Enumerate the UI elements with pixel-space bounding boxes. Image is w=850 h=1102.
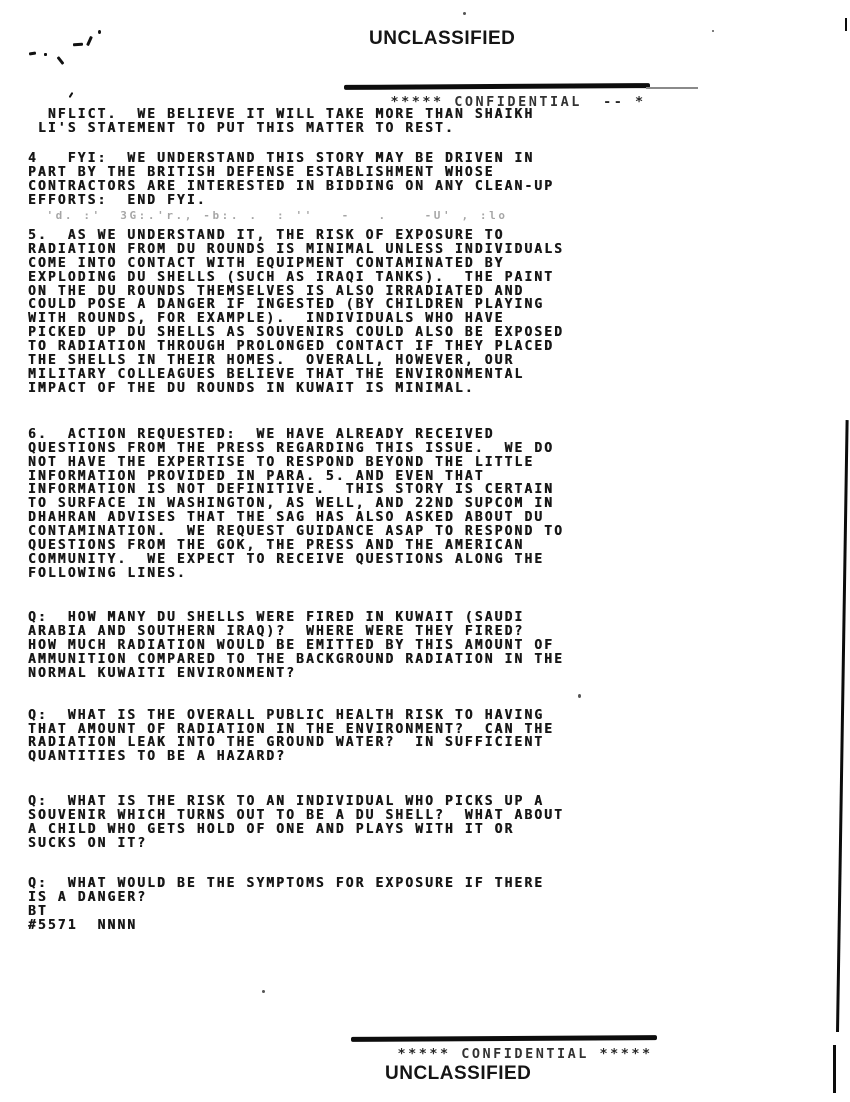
text-line: QUANTITIES TO BE A HAZARD? [28,749,287,765]
stamp-asterisks-left: ***** [397,1046,462,1062]
text-line: ON THE DU ROUNDS THEMSELVES IS ALSO IRRADIATED AND [28,283,525,299]
text-line: THE SHELLS IN THEIR HOMES. OVERALL, HOWEVER, OUR [28,353,515,369]
text-line: QUESTIONS FROM THE GOK, THE PRESS AND THE AMERICAN [28,538,525,554]
pen-mark [86,36,93,46]
scan-speck [463,12,466,15]
text-line: CONTAMINATION. WE REQUEST GUIDANCE ASAP TO RESPOND TO [28,524,565,540]
text-line: 4 FYI: WE UNDERSTAND THIS STORY MAY BE DRIVEN IN [28,151,535,167]
scan-line-tick [845,18,847,31]
text-line: INFORMATION PROVIDED IN PARA. 5. AND EVEN THAT [28,468,485,484]
text-line: THAT AMOUNT OF RADIATION IN THE ENVIRONMENT? CAN THE [28,721,555,737]
pen-mark [73,43,83,47]
text-line: WITH ROUNDS, FOR EXAMPLE). INDIVIDUALS WHO HAVE [28,311,505,327]
text-line: FOLLOWING LINES. [28,565,187,581]
paragraph [28,428,628,581]
text-line: Q: HOW MANY DU SHELLS WERE FIRED IN KUWAIT (SAUDI [28,610,525,626]
footer-classification: UNCLASSIFIED [385,1063,532,1084]
text-line: SUCKS ON IT? [28,835,148,851]
strike-tail-line [646,87,698,89]
paragraph [28,709,628,765]
text-line: ARABIA AND SOUTHERN IRAQ)? WHERE WERE THEY FIRED? [28,624,525,640]
text-line: AMMUNITION COMPARED TO THE BACKGROUND RADIATION IN THE [28,652,565,668]
text-line: RADIATION LEAK INTO THE GROUND WATER? IN SUFFICIENT [28,735,545,751]
scan-speck [262,990,265,993]
text-line: EXPLODING DU SHELLS (SUCH AS IRAQI TANKS). THE PAINT [28,269,555,285]
text-line: IMPACT OF THE DU ROUNDS IN KUWAIT IS MINIMAL. [28,380,475,396]
text-line: INFORMATION IS NOT DEFINITIVE. THIS STORY IS CERTAIN [28,482,555,498]
scan-speck [712,30,714,32]
paragraph [28,611,628,681]
document-body [28,108,628,933]
paragraph [28,877,628,933]
text-line: DHAHRAN ADVISES THAT THE SAG HAS ALSO ASKED ABOUT DU [28,510,545,526]
pen-mark [44,53,47,56]
faded-print-line [28,209,628,223]
strikethrough-bar [344,83,650,89]
stamp-asterisks-right: -- * [581,94,646,110]
text-line: 6. ACTION REQUESTED: WE HAVE ALREADY RECEIVED [28,426,495,442]
text-line: COULD POSE A DANGER IF INGESTED (BY CHILDREN PLAYING [28,297,545,313]
text-line: MILITARY COLLEAGUES BELIEVE THAT THE ENVIRONMENTAL [28,367,525,382]
paragraph [28,795,628,851]
text-line: Q: WHAT IS THE RISK TO AN INDIVIDUAL WHO PICKS UP A [28,793,545,809]
text-line: NORMAL KUWAITI ENVIRONMENT? [28,665,297,681]
text-line: A CHILD WHO GETS HOLD OF ONE AND PLAYS WITH IT OR [28,821,515,837]
text-line: TO RADIATION THROUGH PROLONGED CONTACT IF THEY PLACED [28,339,555,355]
text-line: NFLICT. WE BELIEVE IT WILL TAKE MORE THAN SHAIKH [28,107,535,122]
text-line: Q: WHAT IS THE OVERALL PUBLIC HEALTH RISK TO HAVING [28,707,545,723]
strikethrough-bar [351,1035,657,1041]
text-line: RADIATION FROM DU ROUNDS IS MINIMAL UNLESS INDIVIDUALS [28,241,565,257]
text-line: BT [28,903,48,919]
text-line: #5571 NNNN [28,917,138,933]
text-line: IS A DANGER? [28,889,148,905]
paragraph [28,152,628,208]
pen-mark [69,92,74,98]
text-line: CONTRACTORS ARE INTERESTED IN BIDDING ON ANY CLEAN-UP [28,179,555,195]
text-line: LI'S STATEMENT TO PUT THIS MATTER TO REST. [28,120,455,136]
pen-mark [29,52,36,56]
scan-speck [578,694,581,698]
stamp-asterisks-left: ***** [390,94,455,110]
header-classification: UNCLASSIFIED [369,28,516,49]
text-line: 5. AS WE UNDERSTAND IT, THE RISK OF EXPOSURE TO [28,227,505,243]
confidential-text: CONFIDENTIAL [454,94,582,110]
text-line: PICKED UP DU SHELLS AS SOUVENIRS COULD ALSO BE EXPOSED [28,325,565,341]
paragraph [28,108,628,136]
text-line: EFFORTS: END FYI. [28,193,207,209]
text-line: NOT HAVE THE EXPERTISE TO RESPOND BEYOND THE LITTLE [28,454,535,470]
text-line: PART BY THE BRITISH DEFENSE ESTABLISHMENT WHOSE [28,165,495,181]
pen-mark [57,56,65,65]
stamp-asterisks-right: ***** [588,1046,653,1062]
text-line: QUESTIONS FROM THE PRESS REGARDING THIS ISSUE. WE DO [28,440,555,456]
text-line: HOW MUCH RADIATION WOULD BE EMITTED BY THIS AMOUNT OF [28,638,555,654]
pen-mark [98,30,101,34]
scan-line-right [836,420,849,1032]
text-line: COMMUNITY. WE EXPECT TO RECEIVE QUESTIONS ALONG THE [28,551,545,567]
text-line: SOUVENIR WHICH TURNS OUT TO BE A DU SHELL? WHAT ABOUT [28,807,565,823]
text-line: COME INTO CONTACT WITH EQUIPMENT CONTAMINATED BY [28,255,505,271]
paragraph [28,229,628,396]
text-line: Q: WHAT WOULD BE THE SYMPTOMS FOR EXPOSURE IF THERE [28,875,545,891]
text-line: TO SURFACE IN WASHINGTON, AS WELL, AND 22ND SUPCOM IN [28,496,555,512]
text-line: 'd. :' 3G:.'r., -b:. . : '' - . -U' , :lo [28,209,508,223]
scan-line-right-lower [833,1045,836,1093]
confidential-text: CONFIDENTIAL [461,1046,589,1062]
